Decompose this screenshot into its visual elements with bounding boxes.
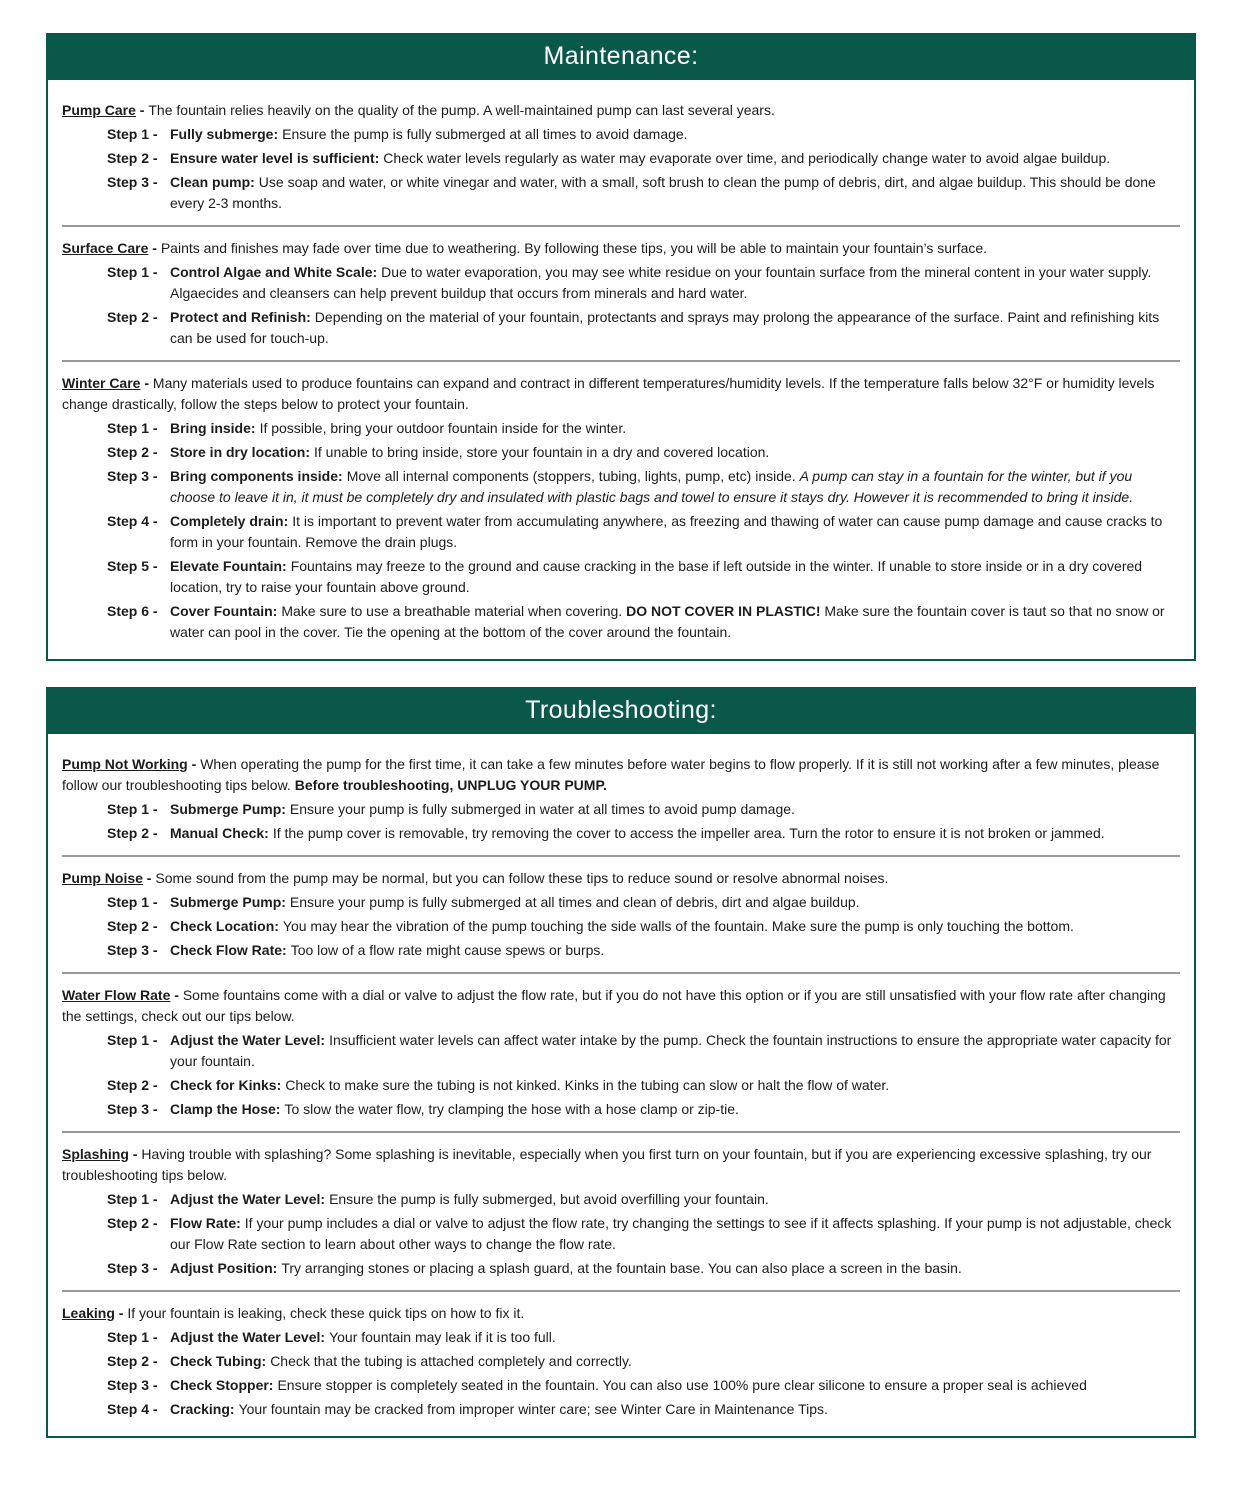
topic-heading: Splashing xyxy=(62,1146,129,1162)
step-label: Step 2 - xyxy=(107,150,158,166)
step-text-segment: Make sure to use a breathable material when covering. xyxy=(281,603,627,619)
topic-heading: Surface Care xyxy=(62,240,149,256)
step-text-segment: Ensure your pump is fully submerged in water at all times to avoid pump damage. xyxy=(289,801,795,817)
intro-segment: If your fountain is leaking, check these quick tips on how to fix it. xyxy=(127,1305,525,1321)
step-text-segment: Your fountain may be cracked from improper winter care; see Winter Care in Maintenance Tips. xyxy=(238,1401,828,1417)
intro-segment: - xyxy=(142,870,156,886)
step-title: Cracking: xyxy=(170,1401,235,1417)
topic-heading: Water Flow Rate xyxy=(62,987,171,1003)
step-title: Check Location: xyxy=(170,918,279,934)
intro-segment: Having trouble with splashing? Some splashing is inevitable, especially when you first turn on your fountain, but if you are experiencing excessive splashing, try our troubleshooting tips below. xyxy=(62,1146,1152,1183)
step-text-segment: Ensure the pump is fully submerged, but avoid overfilling your fountain. xyxy=(329,1191,769,1207)
intro-segment: - xyxy=(187,756,201,772)
step-label: Step 1 - xyxy=(107,894,158,910)
topic-divider xyxy=(62,855,1180,857)
step-label: Step 2 - xyxy=(107,1077,158,1093)
intro-segment: Some sound from the pump may be normal, but you can follow these tips to reduce sound or resolve abnormal noises. xyxy=(155,870,889,886)
step-row xyxy=(62,1189,1180,1210)
step-label: Step 1 - xyxy=(107,801,158,817)
step-row xyxy=(62,823,1180,844)
troubleshooting-body xyxy=(48,734,1194,1436)
step-text-segment: If unable to bring inside, store your fountain in a dry and covered location. xyxy=(314,444,770,460)
step-body xyxy=(170,1399,1180,1420)
step-title: Bring inside: xyxy=(170,420,256,436)
topic xyxy=(62,100,1180,214)
step-title: Elevate Fountain: xyxy=(170,558,287,574)
topic-intro xyxy=(62,238,1180,259)
step-title: Flow Rate: xyxy=(170,1215,241,1231)
topic-intro xyxy=(62,754,1180,796)
step-text-segment: Ensure the pump is fully submerged at all times to avoid damage. xyxy=(282,126,688,142)
step-row xyxy=(62,1030,1180,1072)
step-text-segment: You may hear the vibration of the pump touching the side walls of the fountain. Make sure the pump is only touching the bottom. xyxy=(282,918,1074,934)
troubleshooting-panel xyxy=(46,687,1196,1438)
step-row xyxy=(62,1258,1180,1279)
step-row xyxy=(62,1213,1180,1255)
step-body xyxy=(170,442,1180,463)
step-row xyxy=(62,601,1180,643)
topic-intro xyxy=(62,985,1180,1027)
intro-segment: Paints and finishes may fade over time due to weathering. By following these tips, you will be able to maintain your fountain’s surface. xyxy=(160,240,988,256)
step-title: Submerge Pump: xyxy=(170,894,286,910)
step-row xyxy=(62,418,1180,439)
step-label: Step 1 - xyxy=(107,420,158,436)
step-title: Adjust Position: xyxy=(170,1260,278,1276)
topic xyxy=(62,373,1180,643)
step-text-segment: It is important to prevent water from accumulating anywhere, as freezing and thawing of water can cause pump damage and cause cracks to form in your fountain. Remove the drain plugs. xyxy=(170,513,1163,550)
step-title: Adjust the Water Level: xyxy=(170,1329,326,1345)
step-body xyxy=(170,799,1180,820)
intro-segment: - xyxy=(114,1305,128,1321)
step-row xyxy=(62,1099,1180,1120)
step-text-segment: Depending on the material of your fountain, protectants and sprays may prolong the appearance of the surface. Paint and refinishing kits can be used for touch-up. xyxy=(170,309,1160,346)
step-body xyxy=(170,940,1180,961)
step-row xyxy=(62,1351,1180,1372)
step-row xyxy=(62,442,1180,463)
step-text-segment: Check that the tubing is attached completely and correctly. xyxy=(270,1353,632,1369)
step-text-segment: If your pump includes a dial or valve to adjust the flow rate, try changing the settings to see if it affects splashing. If your pump is not adjustable, check our Flow Rate section to learn about other ways to change the flow rate. xyxy=(170,1215,1172,1252)
topic xyxy=(62,1144,1180,1279)
topic xyxy=(62,1303,1180,1420)
step-label: Step 2 - xyxy=(107,1353,158,1369)
step-label: Step 4 - xyxy=(107,1401,158,1417)
step-row xyxy=(62,1075,1180,1096)
step-row xyxy=(62,124,1180,145)
step-row xyxy=(62,172,1180,214)
step-text-segment: Check to make sure the tubing is not kinked. Kinks in the tubing can slow or halt the flow of water. xyxy=(285,1077,890,1093)
intro-segment: The fountain relies heavily on the quality of the pump. A well-maintained pump can last several years. xyxy=(148,102,775,118)
intro-segment: - xyxy=(170,987,183,1003)
topic xyxy=(62,238,1180,349)
topic xyxy=(62,754,1180,844)
topic-intro xyxy=(62,100,1180,121)
step-title: Clean pump: xyxy=(170,174,255,190)
step-label: Step 5 - xyxy=(107,558,158,574)
step-title: Bring components inside: xyxy=(170,468,343,484)
step-row xyxy=(62,511,1180,553)
step-label: Step 3 - xyxy=(107,1260,158,1276)
topic-heading: Leaking xyxy=(62,1305,115,1321)
topic-heading: Pump Noise xyxy=(62,870,143,886)
step-label: Step 3 - xyxy=(107,1377,158,1393)
intro-segment: - xyxy=(135,102,149,118)
step-text-segment: Ensure stopper is completely seated in the fountain. You can also use 100% pure clear silicone to ensure a proper seal is achieved xyxy=(277,1377,1087,1393)
step-title: Fully submerge: xyxy=(170,126,279,142)
step-text-segment: Your fountain may leak if it is too full. xyxy=(329,1329,556,1345)
step-label: Step 3 - xyxy=(107,1101,158,1117)
step-row xyxy=(62,799,1180,820)
step-label: Step 2 - xyxy=(107,918,158,934)
step-text-segment: Too low of a flow rate might cause spews or burps. xyxy=(290,942,605,958)
step-label: Step 2 - xyxy=(107,309,158,325)
step-text-segment: A pump can stay in a fountain for the winter, but if you choose to leave it in, it must be completely dry and insulated with plastic bags and towel to ensure it stays dry. However it is recommended to bring it inside. xyxy=(170,468,1134,505)
maintenance-header-bar xyxy=(48,35,1194,80)
step-text-segment: If the pump cover is removable, try removing the cover to access the impeller area. Turn the rotor to ensure it is not broken or jammed. xyxy=(272,825,1105,841)
intro-segment: Before troubleshooting, UNPLUG YOUR PUMP. xyxy=(294,777,607,793)
step-title: Adjust the Water Level: xyxy=(170,1191,326,1207)
step-text-segment: Check water levels regularly as water may evaporate over time, and periodically change water to avoid algae buildup. xyxy=(383,150,1111,166)
step-label: Step 1 - xyxy=(107,1329,158,1345)
step-body xyxy=(170,1375,1180,1396)
step-text-segment: Fountains may freeze to the ground and cause cracking in the base if left outside in the winter. If unable to store inside or in a dry covered location, try to raise your fountain above ground. xyxy=(170,558,1143,595)
step-label: Step 6 - xyxy=(107,603,158,619)
step-title: Completely drain: xyxy=(170,513,289,529)
step-row xyxy=(62,1375,1180,1396)
intro-segment: - xyxy=(128,1146,142,1162)
step-title: Check Stopper: xyxy=(170,1377,274,1393)
step-title: Store in dry location: xyxy=(170,444,311,460)
step-body xyxy=(170,418,1180,439)
topic-divider xyxy=(62,360,1180,362)
step-row xyxy=(62,466,1180,508)
step-title: Protect and Refinish: xyxy=(170,309,311,325)
topic-intro xyxy=(62,868,1180,889)
step-row xyxy=(62,940,1180,961)
topic-intro xyxy=(62,1144,1180,1186)
topic-divider xyxy=(62,1131,1180,1133)
step-body xyxy=(170,307,1180,349)
maintenance-title: Maintenance: xyxy=(543,42,699,70)
step-body xyxy=(170,1213,1180,1255)
maintenance-body xyxy=(48,80,1194,659)
step-body xyxy=(170,466,1180,508)
step-text-segment: DO NOT COVER IN PLASTIC! xyxy=(626,603,821,619)
step-label: Step 3 - xyxy=(107,468,158,484)
topic-divider xyxy=(62,1290,1180,1292)
step-label: Step 3 - xyxy=(107,174,158,190)
step-text-segment: Make sure the fountain cover is taut so that no snow or water can pool in the cover. Tie the opening at the bottom of the cover around the fountain. xyxy=(170,603,1165,640)
step-body xyxy=(170,1351,1180,1372)
step-text-segment: Try arranging stones or placing a splash guard, at the fountain base. You can also place a screen in the basin. xyxy=(281,1260,962,1276)
step-row xyxy=(62,1327,1180,1348)
step-label: Step 1 - xyxy=(107,264,158,280)
step-label: Step 1 - xyxy=(107,1032,158,1048)
topic-heading: Winter Care xyxy=(62,375,141,391)
step-title: Control Algae and White Scale: xyxy=(170,264,378,280)
topic-heading: Pump Not Working xyxy=(62,756,188,772)
step-label: Step 1 - xyxy=(107,126,158,142)
step-body xyxy=(170,1099,1180,1120)
step-row xyxy=(62,916,1180,937)
topic xyxy=(62,868,1180,961)
step-label: Step 1 - xyxy=(107,1191,158,1207)
intro-segment: When operating the pump for the first time, it can take a few minutes before water begins to flow properly. If it is still not working after a few minutes, please follow our troubleshooting tips below. xyxy=(62,756,1160,793)
step-title: Adjust the Water Level: xyxy=(170,1032,326,1048)
step-row xyxy=(62,1399,1180,1420)
step-body xyxy=(170,124,1180,145)
step-row xyxy=(62,148,1180,169)
topic-intro xyxy=(62,1303,1180,1324)
step-label: Step 3 - xyxy=(107,942,158,958)
step-body xyxy=(170,511,1180,553)
step-row xyxy=(62,556,1180,598)
topic-divider xyxy=(62,225,1180,227)
intro-segment: - xyxy=(140,375,153,391)
step-body xyxy=(170,556,1180,598)
topic xyxy=(62,985,1180,1120)
step-title: Clamp the Hose: xyxy=(170,1101,281,1117)
step-label: Step 2 - xyxy=(107,825,158,841)
troubleshooting-header-bar xyxy=(48,689,1194,734)
step-body xyxy=(170,823,1180,844)
step-body xyxy=(170,892,1180,913)
step-title: Check for Kinks: xyxy=(170,1077,282,1093)
step-body xyxy=(170,1327,1180,1348)
step-body xyxy=(170,601,1180,643)
topic-divider xyxy=(62,972,1180,974)
topic-intro xyxy=(62,373,1180,415)
step-body xyxy=(170,1258,1180,1279)
step-title: Check Tubing: xyxy=(170,1353,267,1369)
intro-segment: - xyxy=(148,240,161,256)
step-row xyxy=(62,307,1180,349)
step-text-segment: Move all internal components (stoppers, tubing, lights, pump, etc) inside. xyxy=(346,468,800,484)
troubleshooting-title: Troubleshooting: xyxy=(525,696,717,724)
step-label: Step 2 - xyxy=(107,1215,158,1231)
step-row xyxy=(62,262,1180,304)
step-row xyxy=(62,892,1180,913)
step-title: Ensure water level is sufficient: xyxy=(170,150,380,166)
step-text-segment: Ensure your pump is fully submerged at all times and clean of debris, dirt and algae buildup. xyxy=(289,894,860,910)
step-label: Step 4 - xyxy=(107,513,158,529)
step-title: Manual Check: xyxy=(170,825,269,841)
step-title: Submerge Pump: xyxy=(170,801,286,817)
step-body xyxy=(170,148,1180,169)
step-text-segment: Due to water evaporation, you may see white residue on your fountain surface from the mineral content in your water supply. Algaecides and cleansers can help prevent buildup that occurs from minerals and hard water. xyxy=(170,264,1152,301)
step-body xyxy=(170,1030,1180,1072)
step-text-segment: If possible, bring your outdoor fountain inside for the winter. xyxy=(259,420,627,436)
intro-segment: Many materials used to produce fountains can expand and contract in different temperatures/humidity levels. If the temperature falls below 32°F or humidity levels change drastically, follow the steps below to protect your fountain. xyxy=(62,375,1155,412)
step-body xyxy=(170,1075,1180,1096)
intro-segment: Some fountains come with a dial or valve to adjust the flow rate, but if you do not have this option or if you are still unsatisfied with your flow rate after changing the settings, check out our tips below. xyxy=(62,987,1166,1024)
step-label: Step 2 - xyxy=(107,444,158,460)
step-text-segment: To slow the water flow, try clamping the hose with a hose clamp or zip-tie. xyxy=(284,1101,739,1117)
maintenance-panel xyxy=(46,33,1196,661)
step-body xyxy=(170,172,1180,214)
topic-heading: Pump Care xyxy=(62,102,136,118)
step-text-segment: Insufficient water levels can affect water intake by the pump. Check the fountain instructions to ensure the appropriate water capacity for your fountain. xyxy=(170,1032,1172,1069)
step-title: Cover Fountain: xyxy=(170,603,278,619)
step-body xyxy=(170,262,1180,304)
step-title: Check Flow Rate: xyxy=(170,942,287,958)
step-text-segment: Use soap and water, or white vinegar and water, with a small, soft brush to clean the pump of debris, dirt, and algae buildup. This should be done every 2-3 months. xyxy=(170,174,1156,211)
step-body xyxy=(170,1189,1180,1210)
step-body xyxy=(170,916,1180,937)
